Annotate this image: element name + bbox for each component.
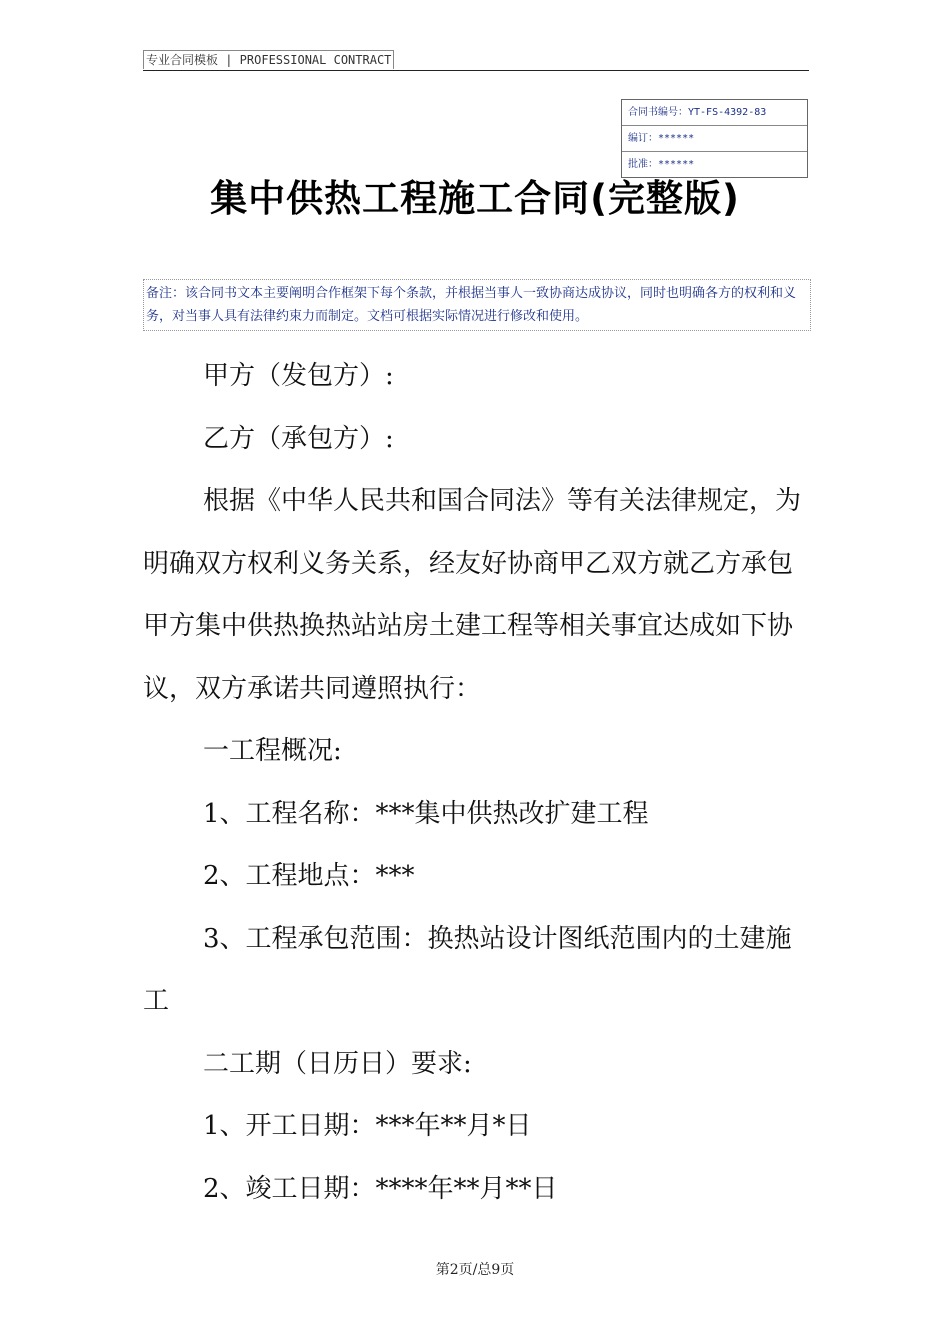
remark-note: 备注：该合同书文本主要阐明合作框架下每个条款，并根据当事人一致协商达成协议，同时也明确各方的权利和义务，对当事人具有法律约束力而制定。文档可根据实际情况进行修改和使用。: [143, 279, 811, 331]
paragraph-party-b: 乙方（承包方）:: [203, 423, 394, 454]
header-label: 专业合同模板 | PROFESSIONAL CONTRACT: [143, 50, 394, 69]
contract-number: 合同书编号：YT-FS-4392-83: [622, 100, 807, 126]
document-title: 集中供热工程施工合同(完整版): [210, 177, 740, 220]
paragraph-party-a: 甲方（发包方）:: [203, 361, 394, 391]
page-number: 第2页/总9页: [435, 1262, 515, 1278]
section-heading-schedule: 二工期（日历日）要求:: [203, 1048, 472, 1079]
contract-body: [143, 345, 808, 1220]
paragraph-completion-date: 2、竣工日期：****年**月**日: [203, 1173, 558, 1204]
section-heading-overview: 一工程概况:: [203, 736, 342, 766]
contract-meta-box: [621, 99, 808, 178]
paragraph-project-name: 1、工程名称：***集中供热改扩建工程: [203, 798, 649, 829]
page-header: [143, 48, 809, 71]
editor-field: 编订：******: [622, 126, 807, 152]
paragraph-project-scope: 3、工程承包范围：换热站设计图纸范围内的土建施工: [143, 923, 792, 1016]
paragraph-start-date: 1、开工日期：***年**月*日: [203, 1111, 532, 1141]
paragraph-project-location: 2、工程地点：***: [203, 861, 415, 891]
approver-field: 批准：******: [628, 159, 695, 170]
paragraph-preamble: 根据《中华人民共和国合同法》等有关法律规定，为明确双方权利义务关系，经友好协商甲乙双方就乙方承包甲方集中供热换热站站房土建工程等相关事宜达成如下协议，双方承诺共同遵照执行：: [143, 486, 802, 704]
